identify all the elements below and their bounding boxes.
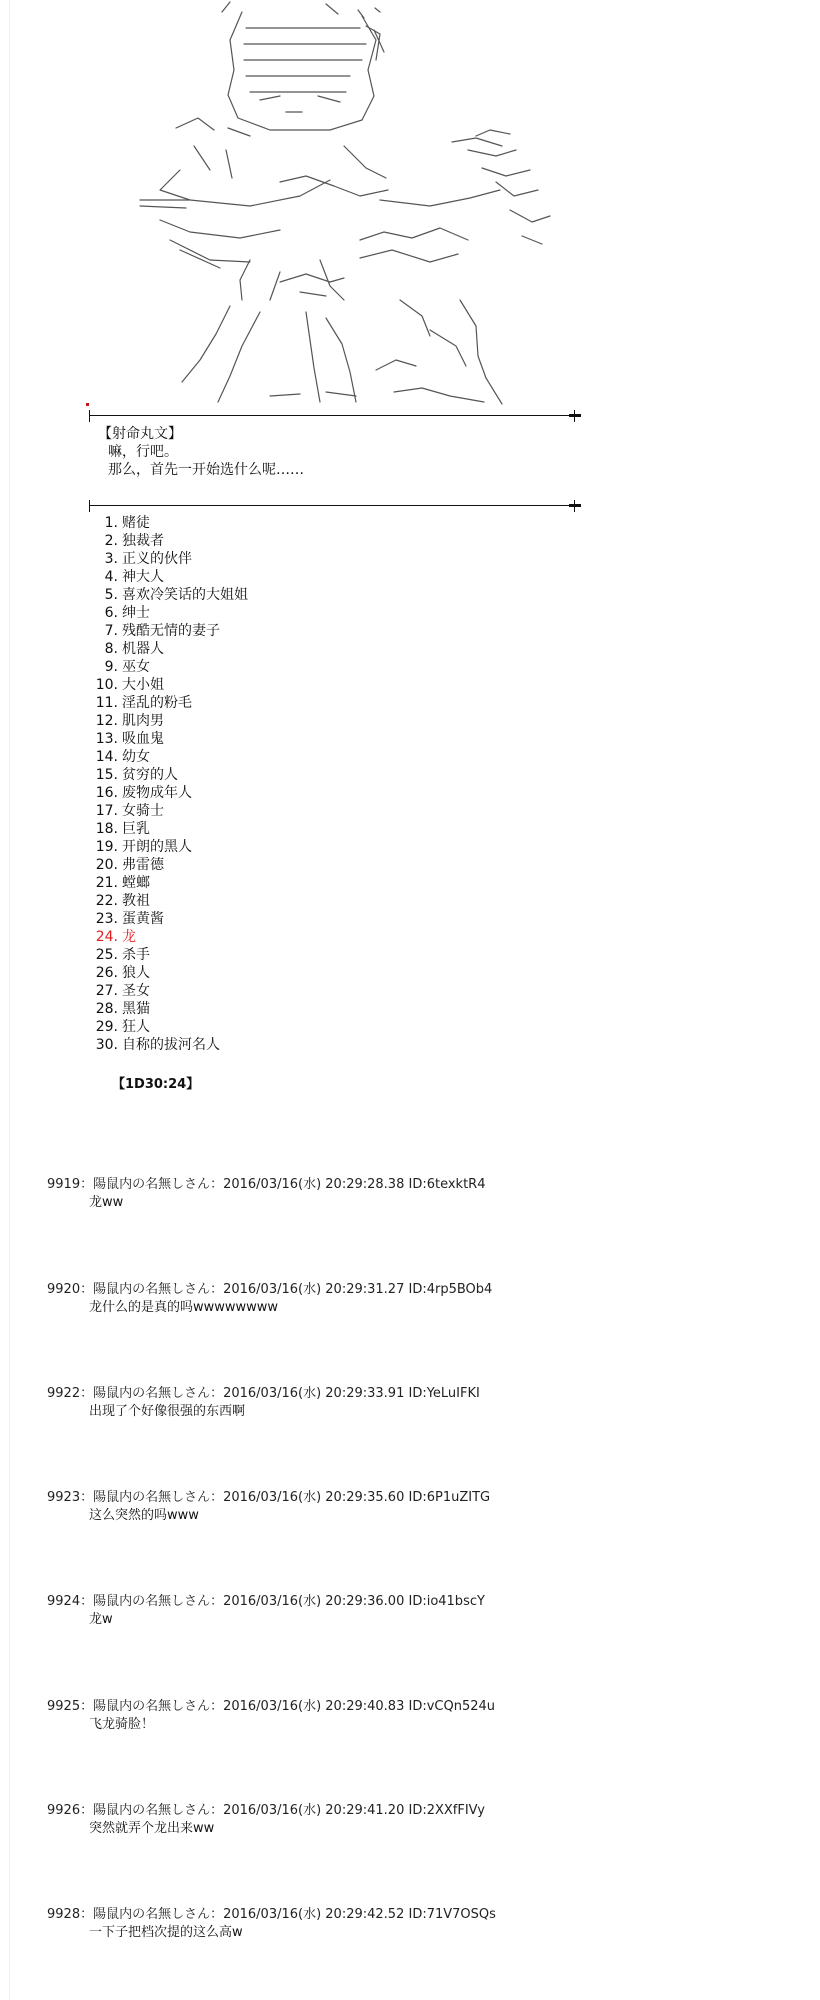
option-number: 1. (104, 515, 118, 531)
left-margin-rule (9, 0, 10, 2000)
option-label: 狼人 (122, 965, 150, 981)
option-number: 22. (95, 893, 118, 909)
option-number: 24. (95, 929, 118, 945)
divider-bottom (89, 500, 581, 512)
option-item (85, 910, 248, 928)
reply-post (47, 1802, 485, 1838)
speaker-name: 【射命丸文】 (98, 426, 182, 442)
divider-end-bar (569, 414, 581, 417)
option-number: 16. (95, 785, 118, 801)
option-item (85, 856, 248, 874)
option-label: 独裁者 (122, 533, 164, 549)
option-item (85, 604, 248, 622)
option-item (85, 622, 248, 640)
option-item (85, 964, 248, 982)
option-label: 圣女 (122, 983, 150, 999)
option-label: 大小姐 (122, 677, 164, 693)
option-label: 喜欢冷笑话的大姐姐 (122, 587, 248, 603)
reply-body: 飞龙骑脸！ (89, 1717, 155, 1732)
reply-header: 9924：陽鼠内の名無しさん：2016/03/16(水) 20:29:36.00 ID:io41bscY (47, 1594, 485, 1609)
option-number: 27. (95, 983, 118, 999)
reply-body: 一下子把档次提的这么高w (89, 1925, 243, 1940)
dialogue-block (98, 425, 304, 479)
reply-header: 9920：陽鼠内の名無しさん：2016/03/16(水) 20:29:31.27 ID:4rp5BOb4 (47, 1282, 493, 1297)
option-item (85, 676, 248, 694)
option-item (85, 514, 248, 532)
option-label: 巫女 (122, 659, 150, 675)
reply-post (47, 1281, 492, 1317)
option-number: 18. (95, 821, 118, 837)
option-label: 肌肉男 (122, 713, 164, 729)
option-number: 28. (95, 1001, 118, 1017)
option-number: 21. (95, 875, 118, 891)
reply-post (47, 1593, 485, 1629)
option-label: 神大人 (122, 569, 164, 585)
option-number: 14. (95, 749, 118, 765)
option-label: 残酷无情的妻子 (122, 623, 220, 639)
option-label: 龙 (122, 929, 136, 945)
reply-body: 这么突然的吗www (89, 1508, 199, 1523)
dialogue-line: 那么，首先一开始选什么呢…… (108, 462, 304, 478)
option-number: 9. (104, 659, 118, 675)
option-item (85, 730, 248, 748)
option-number: 8. (104, 641, 118, 657)
option-item (85, 1036, 248, 1054)
option-number: 12. (95, 713, 118, 729)
option-label: 狂人 (122, 1019, 150, 1035)
option-label: 自称的拔河名人 (122, 1037, 220, 1053)
option-label: 巨乳 (122, 821, 150, 837)
option-label: 绅士 (122, 605, 150, 621)
reply-post (47, 1489, 490, 1525)
option-number: 25. (95, 947, 118, 963)
option-number: 10. (95, 677, 118, 693)
option-item (85, 532, 248, 550)
option-number: 29. (95, 1019, 118, 1035)
option-number: 23. (95, 911, 118, 927)
option-label: 杀手 (122, 947, 150, 963)
option-number: 4. (104, 569, 118, 585)
reply-post (47, 1698, 495, 1734)
option-number: 13. (95, 731, 118, 747)
reply-body: 龙什么的是真的吗wwwwwwww (89, 1300, 279, 1315)
divider-tick-left (89, 500, 90, 512)
option-label: 蛋黄酱 (122, 911, 164, 927)
option-number: 15. (95, 767, 118, 783)
option-label: 机器人 (122, 641, 164, 657)
option-item (85, 1018, 248, 1036)
reply-body: 龙w (89, 1612, 113, 1627)
option-item (85, 1000, 248, 1018)
reply-post (47, 1385, 480, 1421)
reply-header: 9923：陽鼠内の名無しさん：2016/03/16(水) 20:29:35.60 ID:6P1uZITG (47, 1490, 491, 1505)
option-item (85, 838, 248, 856)
option-item (85, 568, 248, 586)
option-item (85, 550, 248, 568)
reply-header: 9926：陽鼠内の名無しさん：2016/03/16(水) 20:29:41.20 ID:2XXfFIVy (47, 1803, 485, 1818)
option-item (85, 712, 248, 730)
option-item (85, 946, 248, 964)
divider-top (89, 410, 581, 422)
reply-post (47, 1906, 496, 1942)
dice-result: 【1D30:24】 (112, 1077, 200, 1092)
option-number: 20. (95, 857, 118, 873)
option-label: 黑猫 (122, 1001, 150, 1017)
option-number: 11. (95, 695, 118, 711)
option-item (85, 748, 248, 766)
option-number: 2. (104, 533, 118, 549)
option-label: 女骑士 (122, 803, 164, 819)
reply-body: 突然就弄个龙出来ww (89, 1821, 215, 1836)
option-label: 幼女 (122, 749, 150, 765)
option-item (85, 874, 248, 892)
red-dot-mark (86, 403, 89, 406)
option-item (85, 784, 248, 802)
option-item (85, 982, 248, 1000)
option-label: 正义的伙伴 (122, 551, 192, 567)
option-number: 5. (104, 587, 118, 603)
option-number: 17. (95, 803, 118, 819)
reply-header: 9928：陽鼠内の名無しさん：2016/03/16(水) 20:29:42.52 ID:71V7OSQs (47, 1907, 496, 1922)
option-label: 贫穷的人 (122, 767, 178, 783)
option-number: 30. (95, 1037, 118, 1053)
option-label: 开朗的黑人 (122, 839, 192, 855)
option-item (85, 694, 248, 712)
reply-post (47, 1176, 485, 1212)
option-item (85, 802, 248, 820)
option-number: 26. (95, 965, 118, 981)
option-label: 教祖 (122, 893, 150, 909)
option-label: 淫乱的粉毛 (122, 695, 192, 711)
option-number: 19. (95, 839, 118, 855)
option-number: 3. (104, 551, 118, 567)
divider-line (89, 505, 581, 506)
option-item (85, 586, 248, 604)
option-item (85, 820, 248, 838)
reply-header: 9919：陽鼠内の名無しさん：2016/03/16(水) 20:29:28.38 ID:6texktR4 (47, 1177, 486, 1192)
reply-body: 出现了个好像很强的东西啊 (89, 1404, 246, 1419)
option-item (85, 928, 248, 946)
option-item (85, 658, 248, 676)
option-number: 7. (104, 623, 118, 639)
dialogue-line: 嘛，行吧。 (108, 444, 178, 460)
reply-body: 龙ww (89, 1195, 124, 1210)
option-list (85, 514, 248, 1054)
reply-header: 9922：陽鼠内の名無しさん：2016/03/16(水) 20:29:33.91 ID:YeLuIFKI (47, 1386, 480, 1401)
option-label: 赌徒 (122, 515, 150, 531)
divider-line (89, 415, 581, 416)
option-label: 螳螂 (122, 875, 150, 891)
option-label: 弗雷德 (122, 857, 164, 873)
option-item (85, 892, 248, 910)
ascii-art-illustration (130, 0, 570, 412)
option-label: 废物成年人 (122, 785, 192, 801)
option-label: 吸血鬼 (122, 731, 164, 747)
reply-header: 9925：陽鼠内の名無しさん：2016/03/16(水) 20:29:40.83 ID:vCQn524u (47, 1699, 495, 1714)
divider-tick-left (89, 410, 90, 422)
option-item (85, 640, 248, 658)
option-number: 6. (104, 605, 118, 621)
divider-end-bar (569, 504, 581, 507)
option-item (85, 766, 248, 784)
